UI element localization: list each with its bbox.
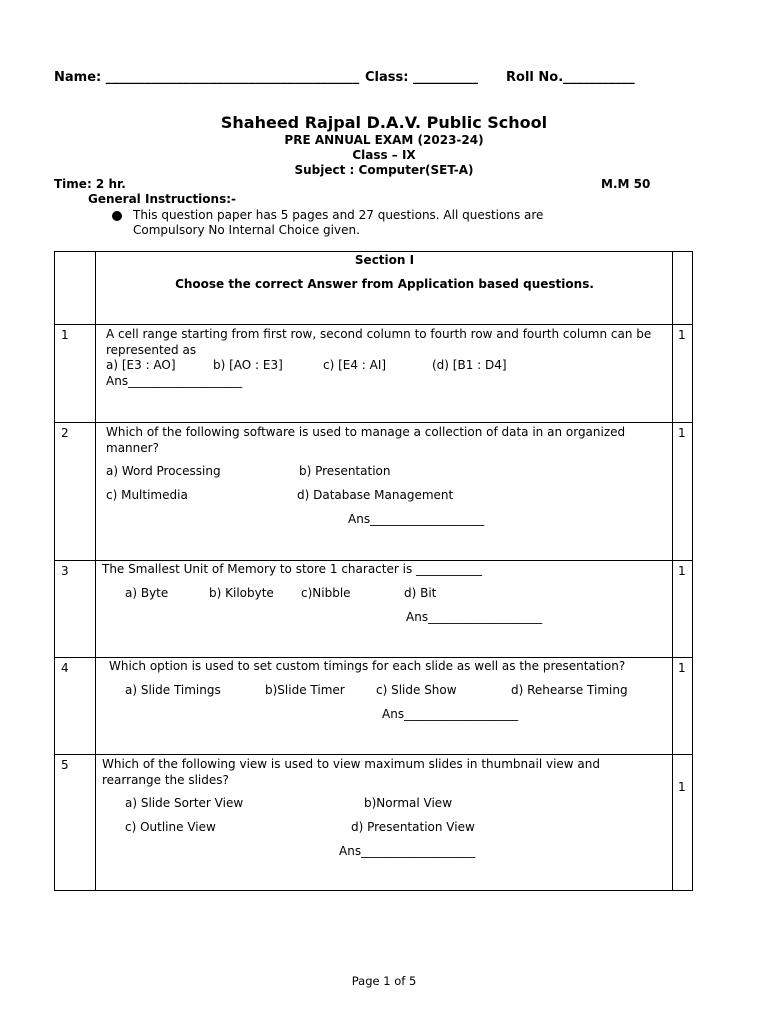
class-label: Class: <box>365 70 409 85</box>
question-row <box>55 658 693 755</box>
question-row <box>55 755 693 891</box>
section-header-row <box>55 252 693 325</box>
name-blank: _______________________________________ <box>105 70 360 85</box>
marks: 1 <box>678 328 686 342</box>
roll-blank: ___________ <box>563 70 635 85</box>
name-label: Name: <box>54 70 102 85</box>
roll-label: Roll No. <box>506 70 564 85</box>
option-d: d) Database Management <box>297 488 454 502</box>
time-label: Time: 2 hr. <box>54 177 126 191</box>
instruction-line-1: This question paper has 5 pages and 27 questions. All questions are <box>133 208 544 222</box>
option-d: d) Bit <box>404 586 437 600</box>
marks: 1 <box>678 780 686 794</box>
roll-field <box>506 70 635 85</box>
marks: 1 <box>678 564 686 578</box>
question-number: 3 <box>61 564 69 578</box>
max-marks: M.M 50 <box>601 177 651 191</box>
option-c: c)Nibble <box>301 586 351 600</box>
question-row <box>55 561 693 658</box>
option-a: a) [E3 : AO] <box>106 358 176 372</box>
exam-title: PRE ANNUAL EXAM (2023-24) <box>284 133 484 147</box>
answer-line: Ans___________________ <box>382 707 519 721</box>
section-subtitle: Choose the correct Answer from Application based questions. <box>175 277 594 291</box>
name-field <box>54 70 359 85</box>
class-blank: __________ <box>412 70 478 85</box>
class-field <box>365 70 478 85</box>
option-b: b)Normal View <box>364 796 453 810</box>
answer-line: Ans___________________ <box>348 512 485 526</box>
option-d: (d) [B1 : D4] <box>432 358 507 372</box>
question-number: 5 <box>61 758 69 772</box>
question-text: Which of the following software is used to manage a collection of data in an organized manner? <box>106 425 626 455</box>
option-a: a) Slide Sorter View <box>125 796 244 810</box>
option-c: c) Multimedia <box>106 488 188 502</box>
class-line: Class – IX <box>352 148 416 162</box>
instructions-heading: General Instructions:- <box>88 192 236 206</box>
option-c: c) Outline View <box>125 820 216 834</box>
option-d: d) Presentation View <box>351 820 475 834</box>
question-text: Which option is used to set custom timings for each slide as well as the presentation? <box>109 659 626 673</box>
bullet-icon <box>112 211 122 221</box>
subject-line: Subject : Computer(SET-A) <box>294 163 474 177</box>
option-b: b) Presentation <box>299 464 391 478</box>
section-title: Section I <box>354 253 415 267</box>
instruction-line-2: Compulsory No Internal Choice given. <box>133 223 360 237</box>
marks: 1 <box>678 661 686 675</box>
question-table <box>54 251 693 891</box>
answer-line: Ans___________________ <box>106 374 243 388</box>
question-number: 1 <box>61 328 69 342</box>
option-a: a) Slide Timings <box>125 683 221 697</box>
option-b: b) Kilobyte <box>209 586 274 600</box>
option-a: a) Word Processing <box>106 464 221 478</box>
answer-line: Ans___________________ <box>406 610 543 624</box>
option-c: c) Slide Show <box>376 683 457 697</box>
answer-line: Ans___________________ <box>339 844 476 858</box>
question-text: Which of the following view is used to view maximum slides in thumbnail view and rearrange the slides? <box>102 757 601 787</box>
question-row <box>55 325 693 423</box>
option-b: b) [AO : E3] <box>213 358 283 372</box>
option-d: d) Rehearse Timing <box>511 683 628 697</box>
option-c: c) [E4 : AI] <box>323 358 387 372</box>
page-number: Page 1 of 5 <box>351 974 417 988</box>
option-a: a) Byte <box>125 586 169 600</box>
question-row <box>55 423 693 561</box>
question-text: A cell range starting from first row, second column to fourth row and fourth column can be represented as <box>106 327 652 357</box>
question-number: 4 <box>61 661 69 675</box>
question-number: 2 <box>61 426 69 440</box>
school-name: Shaheed Rajpal D.A.V. Public School <box>220 113 548 132</box>
marks: 1 <box>678 426 686 440</box>
question-text: The Smallest Unit of Memory to store 1 character is ___________ <box>102 562 483 576</box>
option-b: b)Slide Timer <box>265 683 345 697</box>
